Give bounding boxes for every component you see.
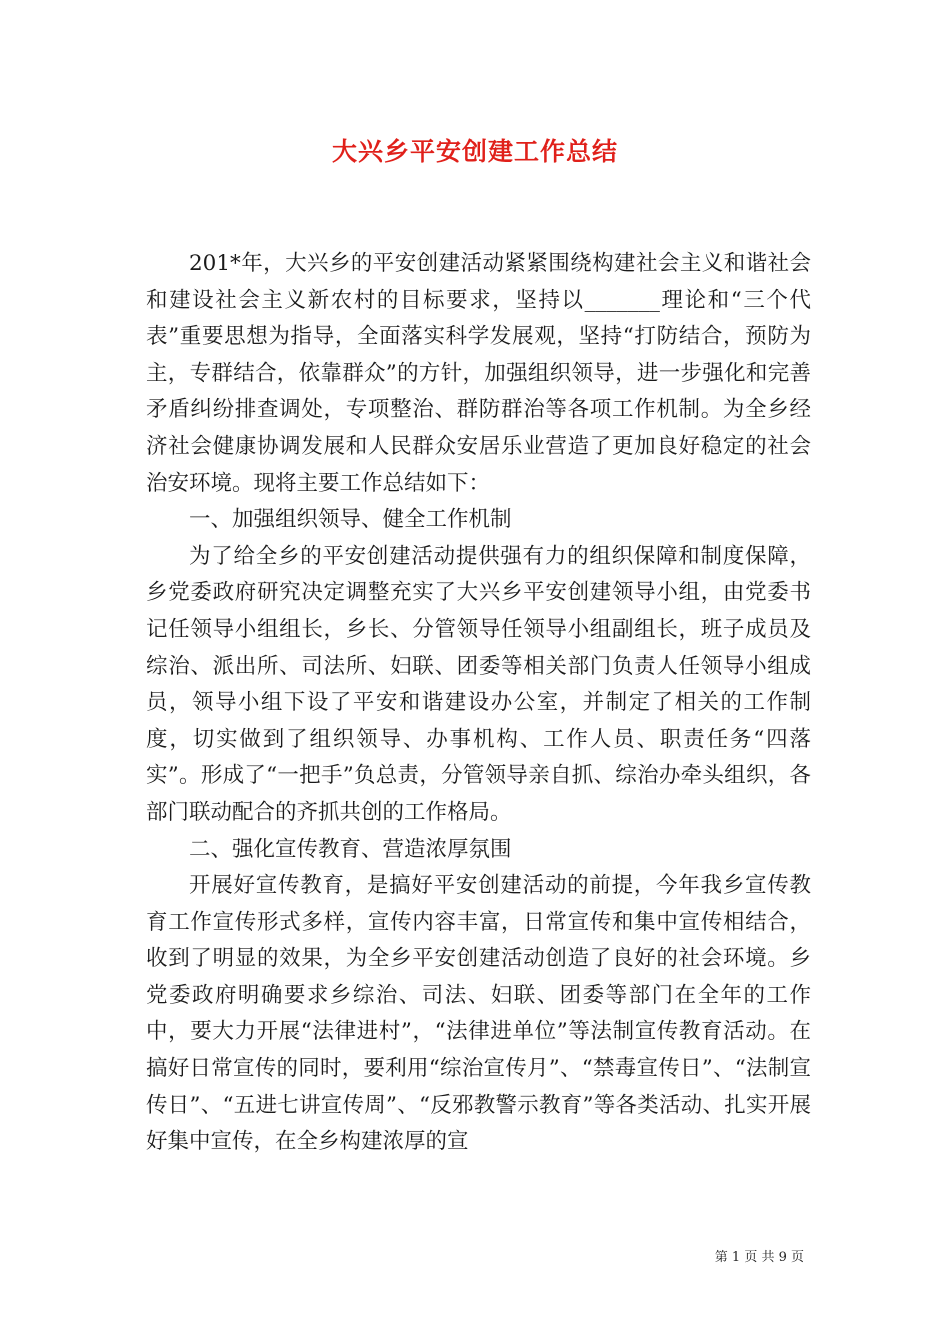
section-heading-2: 二、强化宣传教育、营造浓厚氛围 [189, 836, 512, 862]
paragraph-section-2: 开展好宣传教育，是搞好平安创建活动的前提，今年我乡宣传教育工作宣传形式多样，宣传内容丰富，日常宣传和集中宣传相结合，收到了明显的效果，为全乡平安创建活动创造了良好的社会环境。乡党委政府明确要求乡综治、司法、妇联、团委等部门在全年的工作中，要大力开展“法律进村”，“法律进单位”等法制宣传教育活动。在搞好日常宣传的同时，要利用“综治宣传月”、“禁毒宣传日”、“法制宣传日”、“五进七讲宣传周”、“反邪教警示教育”等各类活动、扎实开展好集中宣传，在全乡构建浓厚的宣 [146, 873, 811, 1155]
paragraph-section-1: 为了给全乡的平安创建活动提供强有力的组织保障和制度保障，乡党委政府研究决定调整充实了大兴乡平安创建领导小组，由党委书记任领导小组组长，乡长、分管领导任领导小组副组长，班子成员及综治、派出所、司法所、妇联、团委等相关部门负责人任领导小组成员，领导小组下设了平安和谐建设办公室，并制定了相关的工作制度，切实做到了组织领导、办事机构、工作人员、职责任务“四落实”。形成了“一把手”负总责，分管领导亲自抓、综治办牵头组织，各部门联动配合的齐抓共创的工作格局。 [146, 543, 811, 825]
section-heading-1: 一、加强组织领导、健全工作机制 [189, 507, 512, 533]
paragraph-intro: 201*年，大兴乡的平安创建活动紧紧围绕构建社会主义和谐社会和建设社会主义新农村的目标要求，坚持以_______理论和“三个代表”重要思想为指导，全面落实科学发展观，坚持“打防结合，预防为主，专群结合，依靠群众”的方针，加强组织领导，进一步强化和完善矛盾纠纷排查调处，专项整治、群防群治等各项工作机制。为全乡经济社会健康协调发展和人民群众安居乐业营造了更加良好稳定的社会治安环境。现将主要工作总结如下： [146, 251, 811, 496]
page-number-footer: 第 1 页 共 9 页 [714, 1250, 804, 1265]
document-body [146, 246, 811, 1161]
document-title: 大兴乡平安创建工作总结 [331, 137, 618, 166]
